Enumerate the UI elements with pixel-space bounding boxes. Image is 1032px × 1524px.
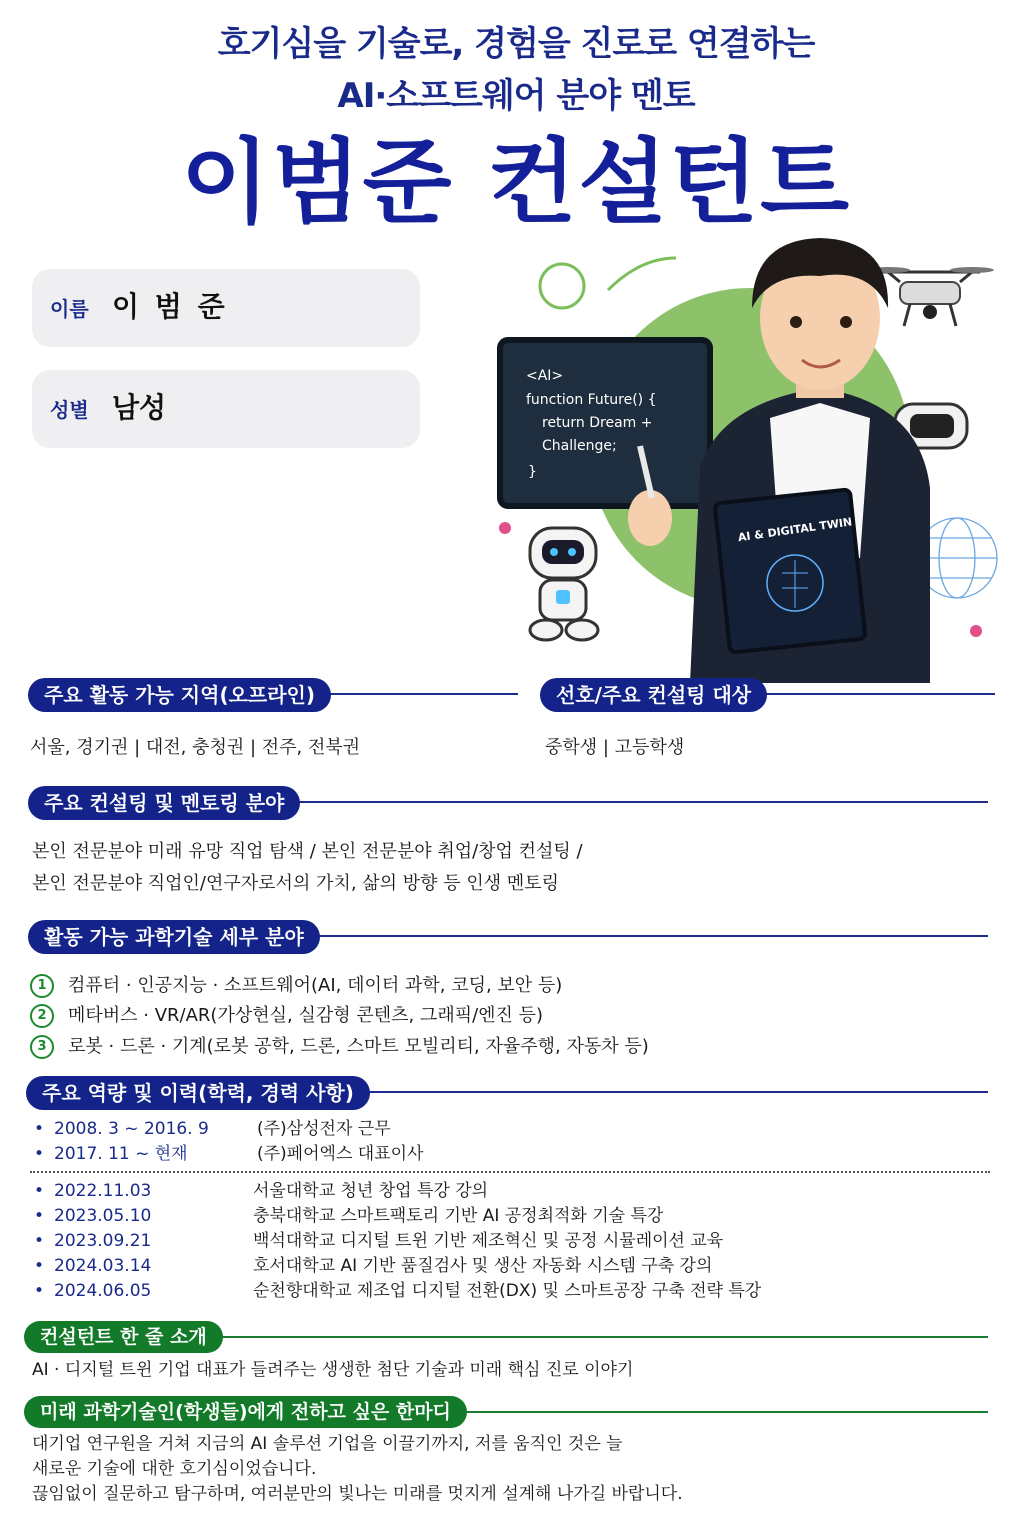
fields-line1: 본인 전문분야 미래 유망 직업 탐색 / 본인 전문분야 취업/창업 컨설팅 / — [32, 841, 583, 862]
tech-text-2: 메타버스 · VR/AR(가상현실, 실감형 콘텐츠, 그래픽/엔진 등) — [68, 1005, 544, 1026]
intro-rule — [200, 1336, 988, 1338]
code-line-2: function Future() { — [526, 392, 657, 408]
fields-line2: 본인 전문분야 직업인/연구자로서의 가치, 삶의 방향 등 인생 멘토링 — [32, 873, 560, 894]
tech-num-1: 1 — [30, 974, 54, 998]
mentor-illustration — [490, 228, 1010, 683]
career-job-2 — [20, 1142, 980, 1167]
career-lecture-4 — [20, 1254, 980, 1279]
code-line-4: Challenge; — [542, 438, 617, 454]
name-box — [32, 269, 420, 347]
tech-section-title: 활동 가능 과학기술 세부 분야 — [28, 920, 320, 954]
career-divider — [30, 1171, 990, 1173]
career-section-title: 주요 역량 및 이력(학력, 경력 사항) — [26, 1076, 370, 1110]
lecture-date-2: • 2023.05.10 — [54, 1204, 151, 1229]
tech-item-2 — [30, 1003, 543, 1029]
ai-digital-twin-tablet — [715, 489, 866, 652]
career-lecture-3 — [20, 1229, 980, 1254]
message-line1: 대기업 연구원을 거쳐 지금의 AI 솔루션 기업을 이끌기까지, 저를 움직인 것은 늘 — [32, 1434, 623, 1454]
lecture-date-1: • 2022.11.03 — [54, 1179, 151, 1204]
target-body: 중학생 | 고등학생 — [545, 737, 685, 758]
job-date-1: • 2008. 3 ~ 2016. 9 — [54, 1117, 209, 1142]
gender-box — [32, 370, 420, 448]
message-line2: 새로운 기술에 대한 호기심이었습니다. — [32, 1459, 317, 1479]
target-section-title: 선호/주요 컨설팅 대상 — [540, 678, 767, 712]
job-text-1: (주)삼성전자 근무 — [257, 1119, 391, 1139]
lecture-date-3: • 2023.09.21 — [54, 1229, 151, 1254]
region-body: 서울, 경기권 | 대전, 충청권 | 전주, 전북권 — [30, 737, 361, 758]
target-rule — [740, 693, 995, 695]
lecture-text-1: 서울대학교 청년 창업 특강 강의 — [253, 1181, 489, 1201]
lecture-text-2: 충북대학교 스마트팩토리 기반 AI 공정최적화 기술 특강 — [253, 1206, 664, 1226]
career-lecture-5 — [20, 1279, 980, 1304]
robot-icon — [530, 528, 598, 640]
lecture-text-3: 백석대학교 디지털 트윈 기반 제조혁신 및 공정 시뮬레이션 교육 — [253, 1231, 724, 1251]
lecture-text-5: 순천향대학교 제조업 디지털 전환(DX) 및 스마트공장 구축 전략 특강 — [253, 1281, 762, 1301]
job-date-2: • 2017. 11 ~ 현재 — [54, 1142, 188, 1167]
code-blackboard — [500, 340, 710, 506]
tech-num-2: 2 — [30, 1004, 54, 1028]
career-lecture-1 — [20, 1179, 980, 1204]
tech-text-1: 컴퓨터 · 인공지능 · 소프트웨어(AI, 데이터 과학, 코딩, 보안 등) — [68, 975, 563, 996]
tech-item-3 — [30, 1034, 649, 1060]
message-line3: 끊임없이 질문하고 탐구하며, 여러분만의 빛나는 미래를 멋지게 설계해 나가길 바랍니다. — [32, 1484, 683, 1504]
message-section-title: 미래 과학기술인(학생들)에게 전하고 싶은 한마디 — [24, 1396, 467, 1428]
intro-body: AI · 디지털 트윈 기업 대표가 들려주는 생생한 첨단 기술과 미래 핵심 진로 이야기 — [32, 1360, 634, 1380]
code-line-5: } — [528, 464, 537, 480]
code-line-1: <AI> — [526, 368, 564, 384]
lecture-text-4: 호서대학교 AI 기반 품질검사 및 생산 자동화 시스템 구축 강의 — [253, 1256, 713, 1276]
tech-num-3: 3 — [30, 1035, 54, 1059]
career-lecture-2 — [20, 1204, 980, 1229]
gender-label: 성별 — [50, 398, 89, 422]
lecture-date-5: • 2024.06.05 — [54, 1279, 151, 1304]
headline-line2: AI·소프트웨어 분야 멘토 — [337, 76, 695, 116]
headline-line1: 호기심을 기술로, 경험을 진로로 연결하는 — [217, 24, 815, 64]
region-rule — [300, 693, 518, 695]
name-value: 이 범 준 — [112, 290, 228, 323]
career-job-1 — [20, 1117, 980, 1142]
consultant-name-title: 이범준 컨설턴트 — [180, 129, 852, 236]
intro-section-title: 컨설턴트 한 줄 소개 — [24, 1321, 223, 1353]
job-text-2: (주)페어엑스 대표이사 — [257, 1144, 424, 1164]
gender-value: 남성 — [112, 391, 167, 424]
tech-text-3: 로봇 · 드론 · 기계(로봇 공학, 드론, 스마트 모빌리티, 자율주행, 자동차 등) — [68, 1036, 649, 1057]
lecture-date-4: • 2024.03.14 — [54, 1254, 151, 1279]
fields-rule — [280, 801, 988, 803]
region-section-title: 주요 활동 가능 지역(오프라인) — [28, 678, 331, 712]
name-label: 이름 — [50, 297, 89, 321]
tablet-label: AI & DIGITAL TWIN — [737, 515, 853, 545]
code-line-3: return Dream + — [542, 415, 653, 431]
tech-rule — [300, 935, 988, 937]
message-rule — [440, 1411, 988, 1413]
tech-item-1 — [30, 973, 562, 999]
career-rule — [340, 1091, 988, 1093]
fields-section-title: 주요 컨설팅 및 멘토링 분야 — [28, 786, 300, 820]
